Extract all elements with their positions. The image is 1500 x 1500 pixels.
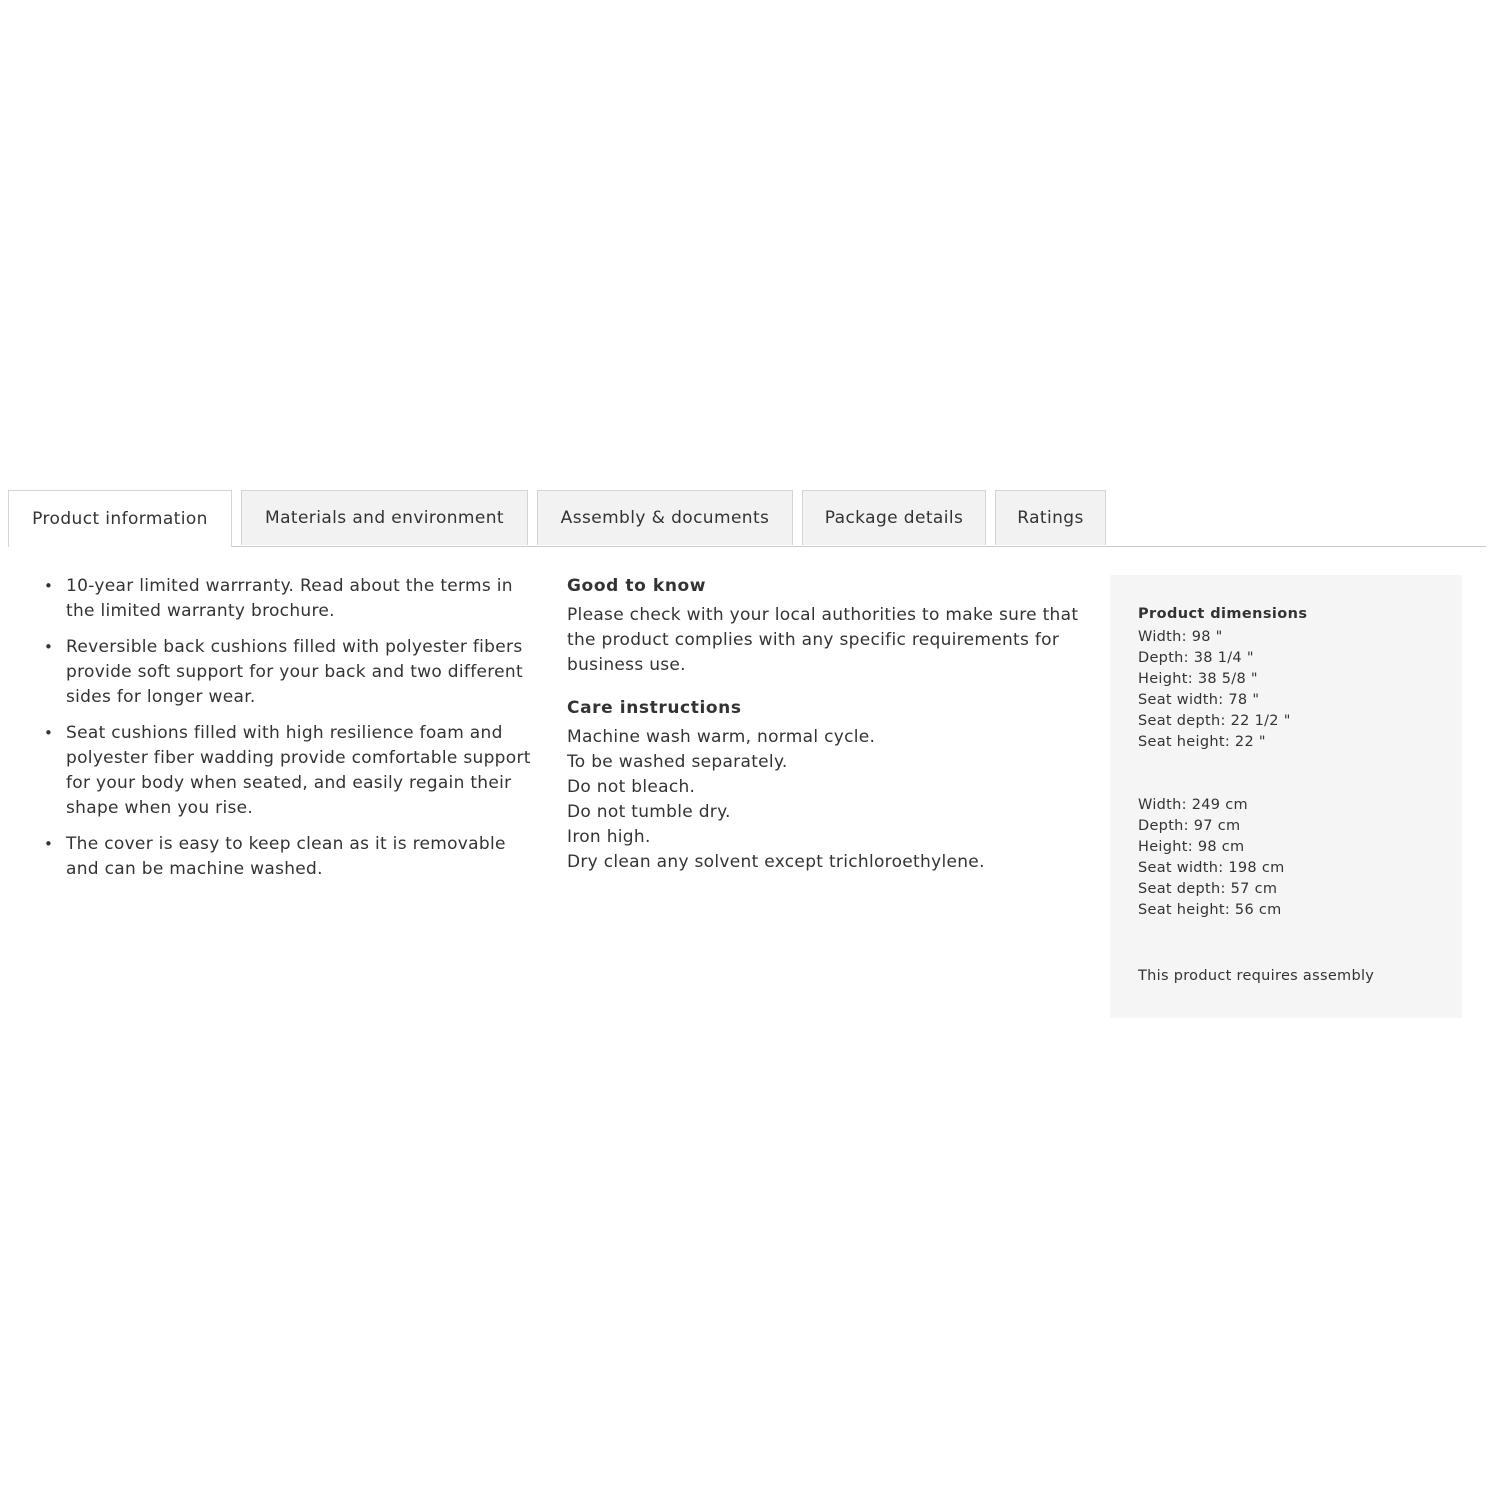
tab-ratings[interactable]: [995, 490, 1106, 545]
metric-dimensions-list: [1138, 795, 1374, 921]
assembly-note: This product requires assembly: [1138, 968, 1375, 984]
tab-label: Materials and environment: [265, 508, 504, 528]
care-instructions-list: [567, 725, 1087, 875]
feature-text: Seat cushions filled with high resilience foam and polyester fiber wadding provide comfortable support for your body when seated, and easily regain their shape when you rise.: [66, 723, 531, 818]
list-item: Seat height: 56 cm: [1138, 902, 1282, 918]
list-item: Depth: 97 cm: [1138, 818, 1241, 834]
list-item: Do not tumble dry.: [567, 802, 731, 822]
feature-text: The cover is easy to keep clean as it is removable and can be machine washed.: [66, 834, 506, 879]
tab-label: Ratings: [1017, 508, 1084, 528]
feature-text: Reversible back cushions filled with polyester fibers provide soft support for your back and two different sides for longer wear.: [66, 637, 523, 707]
good-to-know-section: [567, 574, 1087, 678]
list-item: Machine wash warm, normal cycle.: [567, 727, 876, 747]
list-item: [38, 635, 538, 710]
tab-bar: [8, 490, 1486, 547]
imperial-dimensions-list: [1138, 627, 1374, 753]
care-instructions-section: [567, 696, 1087, 875]
feature-list: [38, 574, 538, 893]
list-item: Width: 98 ": [1138, 629, 1223, 645]
tab-materials-and-environment[interactable]: [241, 490, 528, 545]
info-column: [567, 574, 1087, 875]
good-to-know-text: Please check with your local authorities to make sure that the product complies with any specific requirements for business use.: [567, 605, 1079, 675]
feature-text: 10-year limited warrranty. Read about the terms in the limited warranty brochure.: [66, 576, 513, 621]
tab-product-information[interactable]: [8, 490, 232, 547]
list-item: Seat width: 198 cm: [1138, 860, 1285, 876]
list-item: Depth: 38 1/4 ": [1138, 650, 1254, 666]
product-dimensions-content: [1138, 604, 1374, 987]
list-item: [38, 574, 538, 624]
list-item: To be washed separately.: [567, 752, 788, 772]
list-item: Height: 38 5/8 ": [1138, 671, 1258, 687]
tab-label: Package details: [824, 508, 964, 528]
list-item: Height: 98 cm: [1138, 839, 1245, 855]
list-item: Iron high.: [567, 827, 651, 847]
list-item: [38, 721, 538, 821]
list-item: Dry clean any solvent except trichloroethylene.: [567, 852, 985, 872]
tab-label: Product information: [32, 509, 208, 529]
list-item: [38, 832, 538, 882]
tab-package-details[interactable]: [802, 490, 986, 545]
tab-assembly-and-documents[interactable]: [537, 490, 793, 545]
list-item: Seat height: 22 ": [1138, 734, 1266, 750]
tab-label: Assembly & documents: [560, 508, 770, 528]
list-item: Seat depth: 22 1/2 ": [1138, 713, 1291, 729]
list-item: Width: 249 cm: [1138, 797, 1248, 813]
product-dimensions-panel: [1110, 575, 1462, 1018]
good-to-know-heading: Good to know: [567, 576, 707, 596]
bullet-icon: •: [44, 577, 54, 595]
list-item: Seat depth: 57 cm: [1138, 881, 1278, 897]
care-instructions-heading: Care instructions: [567, 698, 742, 718]
bullet-icon: •: [44, 724, 54, 742]
bullet-icon: •: [44, 835, 54, 853]
list-item: Do not bleach.: [567, 777, 696, 797]
bullet-icon: •: [44, 638, 54, 656]
product-dimensions-heading: Product dimensions: [1138, 606, 1308, 622]
list-item: Seat width: 78 ": [1138, 692, 1260, 708]
